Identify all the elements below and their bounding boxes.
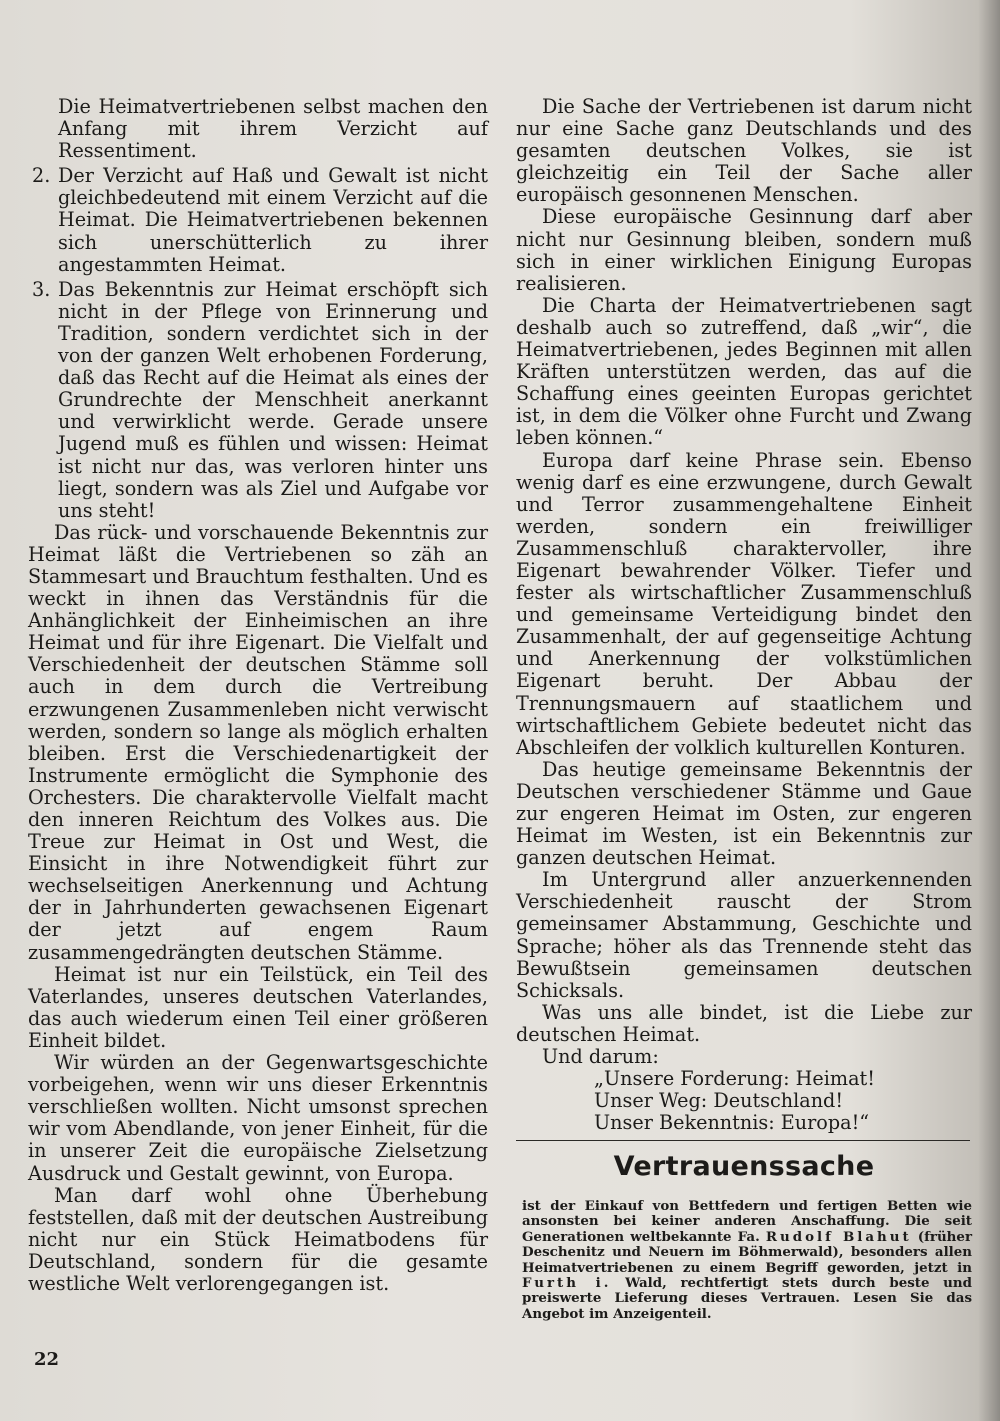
motto-line: Unser Weg: Deutschland! — [594, 1089, 844, 1113]
paragraph: Wir würden an der Gegenwartsgeschichte vorbeigehen, wenn wir uns dieser Erkenntnis verschließen wollten. Nicht umsonst sprechen wir vom Abendlande, von jener Einheit, für die in unserer Zeit die europäische Zielsetzung Ausdruck und Gestalt gewinnt, von Europa. — [28, 1051, 488, 1185]
numbered-item-2 — [28, 165, 488, 275]
paragraph: Das rück- und vorschauende Bekenntnis zur Heimat läßt die Vertriebenen so zäh an Stammesart und Brauchtum festhalten. Und es weckt in ihnen das Verständnis für die Anhänglichkeit der Einheimischen an ihre Heimat und für ihre Eigenart. Die Vielfalt und Verschiedenheit der deutschen Stämme soll auch in dem durch die Vertreibung erzwungenen Zusammenleben nicht verwischt werden, sondern so lange als möglich erhalten bleiben. Erst die Verschiedenartigkeit der Instrumente ermöglicht die Symphonie des Orchesters. Die charaktervolle Vielfalt macht den inneren Reichtum des Volkes aus. Die Treue zur Heimat in Ost und West, die Einsicht in ihre Notwendigkeit führt zur wechselseitigen Anerkennung und Achtung der in Jahrhunderten gewachsenen Eigenart der jetzt auf engem Raum zusammengedrängten deutschen Stämme. — [28, 520, 488, 964]
paragraph: Im Untergrund aller anzuerkennenden Verschiedenheit rauscht der Strom gemeinsamer Abstammung, Geschichte und Sprache; höher als das Trennende steht das Bewußtsein gemeinsamen deutschen Schicksals. — [516, 868, 972, 1002]
right-column — [516, 96, 972, 1134]
ad-text-part: (früher Deschenitz und Neuern im Böhmerwald), besonders allen Heimatvertriebenen zu einem Begriff geworden, jetzt in — [522, 1228, 972, 1276]
paragraph: Europa darf keine Phrase sein. Ebenso wenig darf es eine erzwungene, durch Gewalt und Terror zusammengehaltene Einheit werden, sondern ein freiwilliger Zusammenschluß charaktervoller, ihre Eigenart bewahrender Völker. Tiefer und fester als wirtschaftlicher Zusammenschluß und gemeinsame Verteidigung bindet den Zusammenhalt, der auf gegenseitige Achtung und Anerkennung der volkstümlichen Eigenart beruht. Der Abbau der Trennungsmauern auf staatlichem und wirtschaftlichem Gebiete bedeutet nicht das Abschleifen der volklich kulturellen Konturen. — [516, 448, 972, 759]
paragraph: Heimat ist nur ein Teilstück, ein Teil des Vaterlandes, unseres deutschen Vaterlandes, das auch wiederum einen Teil einer größeren Einheit bildet. — [28, 962, 488, 1052]
paragraph: Was uns alle bindet, ist die Liebe zur deutschen Heimat. — [516, 1000, 972, 1046]
section-divider — [516, 1140, 970, 1141]
left-column — [28, 96, 488, 1295]
page-number: 22 — [34, 1349, 60, 1370]
item-number: 2. — [32, 164, 51, 188]
ad-text-part: Wald, rechtfertigt stets durch beste und preiswerte Lieferung dieses Vertrauen. Lesen Sie das Angebot im Anzeigenteil. — [522, 1275, 972, 1322]
motto-line: „Unsere Forderung: Heimat! — [594, 1067, 875, 1091]
item-number: 3. — [32, 277, 51, 301]
motto-line: Unser Bekenntnis: Europa!“ — [594, 1111, 870, 1135]
intro-text: Die Heimatvertriebenen selbst machen den Anfang mit ihrem Verzicht auf Ressentiment. — [58, 95, 488, 163]
paragraph: Diese europäische Gesinnung darf aber nicht nur Gesinnung bleiben, sondern muß sich in einer wirklichen Einigung Europas realisieren. — [516, 205, 972, 295]
paragraph: Man darf wohl ohne Überhebung feststellen, daß mit der deutschen Austreibung nicht nur ein Stück Heimatbodens für Deutschland, sondern für die gesamte westliche Welt verlorengegangen ist. — [28, 1183, 488, 1295]
ad-location: Furth i. — [522, 1275, 612, 1292]
item-text: Der Verzicht auf Haß und Gewalt ist nicht gleichbedeutend mit einem Verzicht auf die Heimat. Die Heimatvertriebenen bekennen sich unerschütterlich zu ihrer angestammten Heimat. — [58, 164, 488, 276]
intro-paragraph — [28, 96, 488, 162]
numbered-item-3 — [28, 279, 488, 522]
item-text: Das Bekenntnis zur Heimat erschöpft sich nicht in der Pflege von Erinnerung und Tradition, sondern verdichtet sich in der von der ganzen Welt erhobenen Forderung, daß das Recht auf die Heimat als eines der Grundrechte der Menschheit anerkannt und verwirklicht werde. Gerade unsere Jugend muß es fühlen und wissen: Heimat ist nicht nur das, was verloren hinter uns liegt, sondern was als Ziel und Aufgabe vor uns steht! — [58, 277, 488, 522]
ad-title: Vertrauenssache — [613, 1151, 875, 1182]
motto-block — [516, 1068, 972, 1134]
ad-company-name: Rudolf Blahut — [765, 1228, 912, 1245]
paragraph: Und darum: — [542, 1045, 659, 1069]
ad-text — [522, 1199, 972, 1322]
paragraph: Das heutige gemeinsame Bekenntnis der Deutschen verschiedener Stämme und Gaue zur engeren Heimat im Osten, zur engeren Heimat im Westen, ist ein Bekenntnis zur ganzen deutschen Heimat. — [516, 757, 972, 870]
ad-text-part: ist der Einkauf von Bettfedern und fertigen Betten wie ansonsten bei keiner anderen Anschaffung. Die seit Generationen weltbekannte Fa. — [522, 1198, 972, 1245]
paragraph: Die Sache der Vertriebenen ist darum nicht nur eine Sache ganz Deutschlands und des gesamten deutschen Volkes, sie ist gleichzeitig ein Teil der Sache aller europäisch gesonnenen Menschen. — [516, 95, 972, 207]
paragraph: Die Charta der Heimatvertriebenen sagt deshalb auch so zutreffend, daß „wir“, die Heimatvertriebenen, jedes Beginnen mit allen Kräften unterstützen werden, das auf die Schaffung eines geeinten Europas gerichtet ist, in dem die Völker ohne Furcht und Zwang leben können.“ — [516, 293, 972, 450]
